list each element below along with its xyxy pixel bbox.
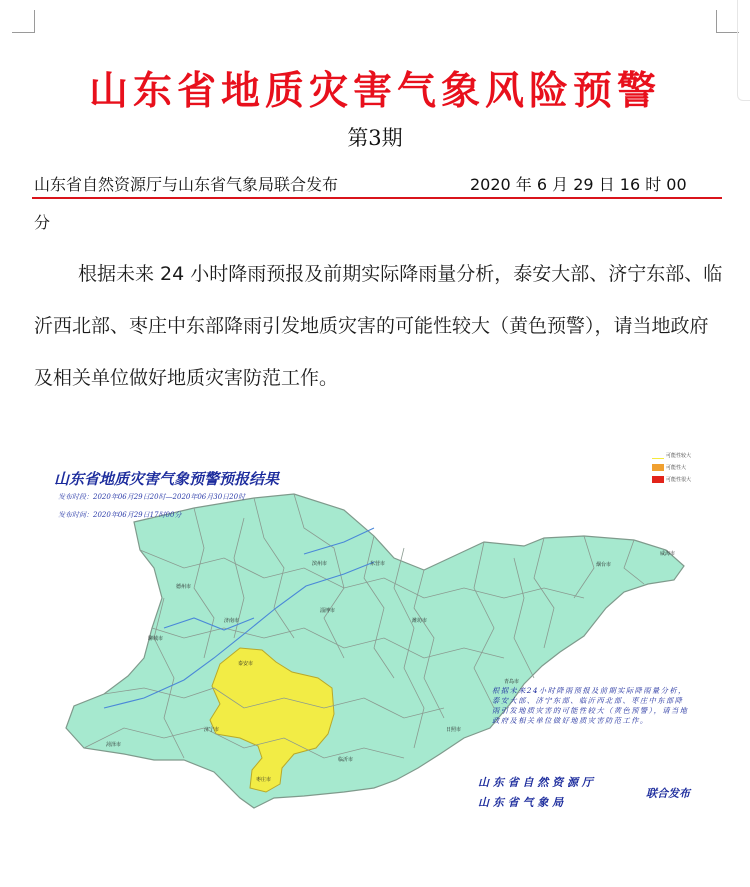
city-label: 威海市 [660,551,676,557]
city-label: 泰安市 [238,661,254,667]
city-label: 枣庄市 [256,777,272,783]
legend-label-red: 可能性很大 [666,477,692,483]
city-label: 德州市 [176,584,192,590]
city-label: 淄博市 [320,608,336,614]
legend-swatch-red [652,476,664,483]
legend-label-yellow: 可能性较大 [666,453,692,459]
shandong-province-shape [66,494,684,808]
city-label: 日照市 [446,727,462,733]
city-label: 东营市 [370,561,386,567]
issue-date: 2020 年 6 月 29 日 16 时 00 [470,175,687,194]
legend-swatch-orange [652,464,664,471]
legend-swatch-yellow [652,458,664,459]
city-label: 临沂市 [338,757,354,763]
map-title: 山东省地质灾害气象预警预报结果 [54,470,280,488]
city-label: 滨州市 [312,561,328,567]
city-label: 青岛市 [504,679,520,685]
map-issued: 发布时间：2020年06月29日17时00分 [58,511,182,519]
red-divider [32,197,722,199]
issue-date-tail: 分 [34,213,51,232]
map-legend [666,450,691,486]
issuer-line: 山东省自然资源厅与山东省气象局联合发布 [34,175,339,194]
page-corner-mark [12,10,35,33]
map-footer-org1: 山 东 省 自 然 资 源 厅 [478,776,593,789]
city-label: 聊城市 [148,636,164,642]
city-label: 济南市 [224,618,240,624]
issue-number: 第3期 [347,126,403,150]
warning-paragraph: 根据未来 24 小时降雨预报及前期实际降雨量分析，泰安大部、济宁东部、临沂西北部、枣庄中东部降雨引发地质灾害的可能性较大（黄色预警），请当地政府及相关单位做好地质灾害防范工作。 [34,263,723,389]
city-label: 济宁市 [204,727,220,733]
map-period: 发布时段：2020年06月29日20时—2020年06月30日20时 [58,493,246,501]
document-title: 山东省地质灾害气象风险预警 [88,68,661,114]
city-label: 菏泽市 [106,742,122,748]
legend-label-orange: 可能性大 [666,465,687,471]
page-corner-mark [716,10,739,33]
map-footer-publish: 联合发布 [646,787,690,800]
map-note: 根据未来24小时降雨预报及前期实际降雨量分析，泰安大部、济宁东部、临沂西北部、枣庄中东部降雨引发地质灾害的可能性较大（黄色预警），请当地政府及相关单位做好地质灾害防范工作。 [492,686,689,725]
city-label: 潍坊市 [412,618,428,624]
map-footer-org2: 山 东 省 气 象 局 [478,796,564,809]
city-label: 烟台市 [596,562,612,568]
